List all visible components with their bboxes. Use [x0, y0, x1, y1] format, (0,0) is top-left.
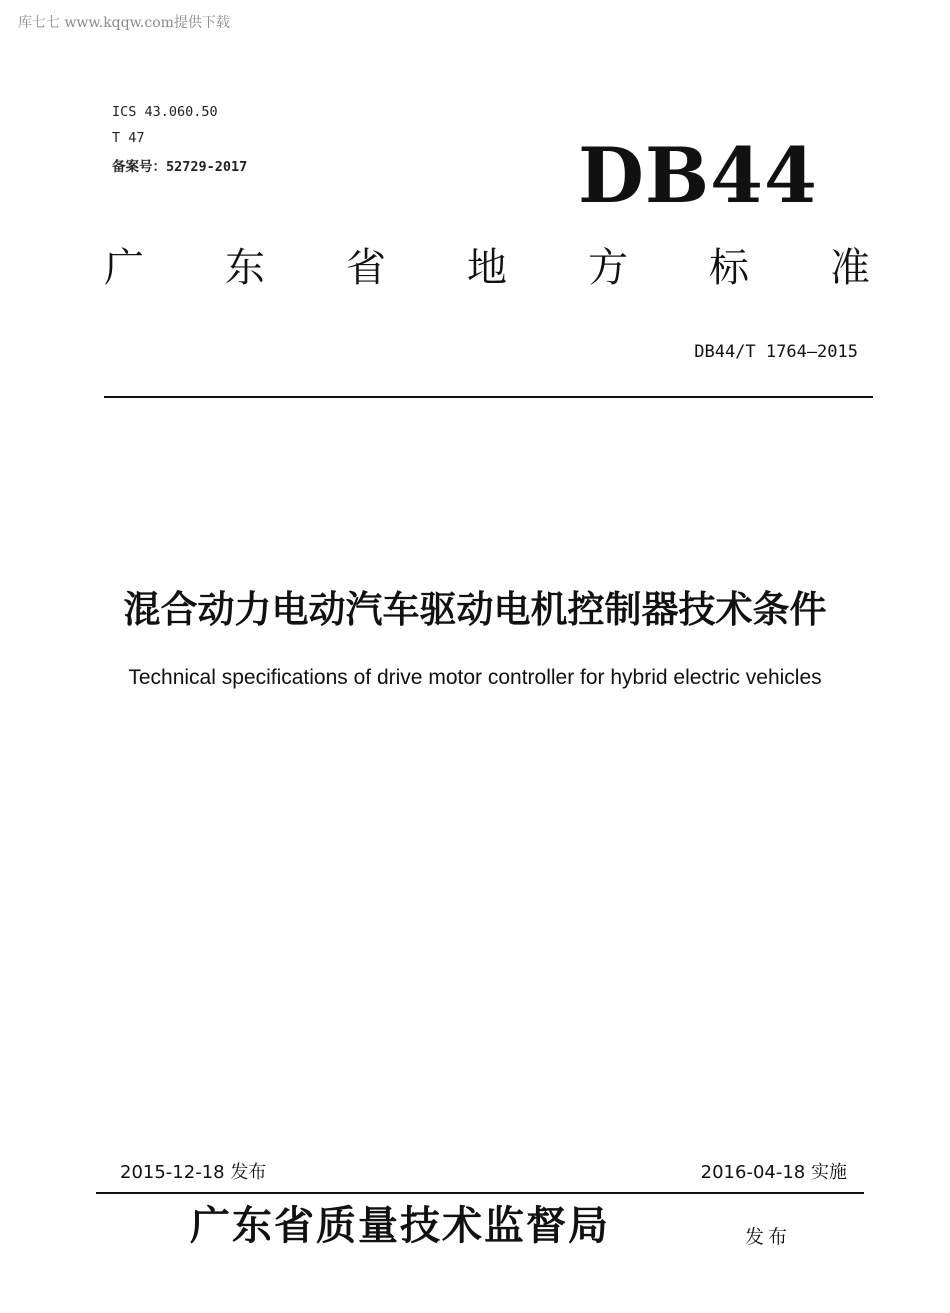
standard-type-char: 省	[346, 245, 386, 291]
publisher-name: 广东省质量技术监督局	[190, 1202, 610, 1249]
classification-code: T 47	[112, 130, 145, 146]
ics-code: ICS 43.060.50	[112, 104, 218, 120]
standard-number: DB44/T 1764—2015	[694, 342, 858, 362]
title-english: Technical specifications of drive motor controller for hybrid electric vehicles	[128, 666, 822, 689]
standard-type-heading	[104, 245, 870, 291]
footer-divider	[96, 1192, 864, 1194]
header-divider	[104, 396, 873, 398]
issue-date: 2015-12-18 发布	[120, 1162, 267, 1183]
implementation-date: 2016-04-18 实施	[700, 1162, 847, 1183]
publish-label: 发布	[745, 1226, 792, 1248]
watermark-text: 库七七 www.kqqw.com提供下载	[18, 15, 230, 31]
record-number: 备案号：52729-2017	[112, 159, 248, 175]
standard-type-char: 地	[467, 245, 507, 291]
title-chinese: 混合动力电动汽车驱动电机控制器技术条件	[123, 588, 827, 631]
db44-logo: DB44	[578, 131, 818, 220]
standard-type-char: 标	[709, 245, 749, 291]
standard-type-char: 方	[588, 245, 628, 291]
standard-type-char: 广	[104, 245, 144, 291]
standard-type-char: 准	[830, 245, 870, 291]
standard-type-char: 东	[225, 245, 265, 291]
